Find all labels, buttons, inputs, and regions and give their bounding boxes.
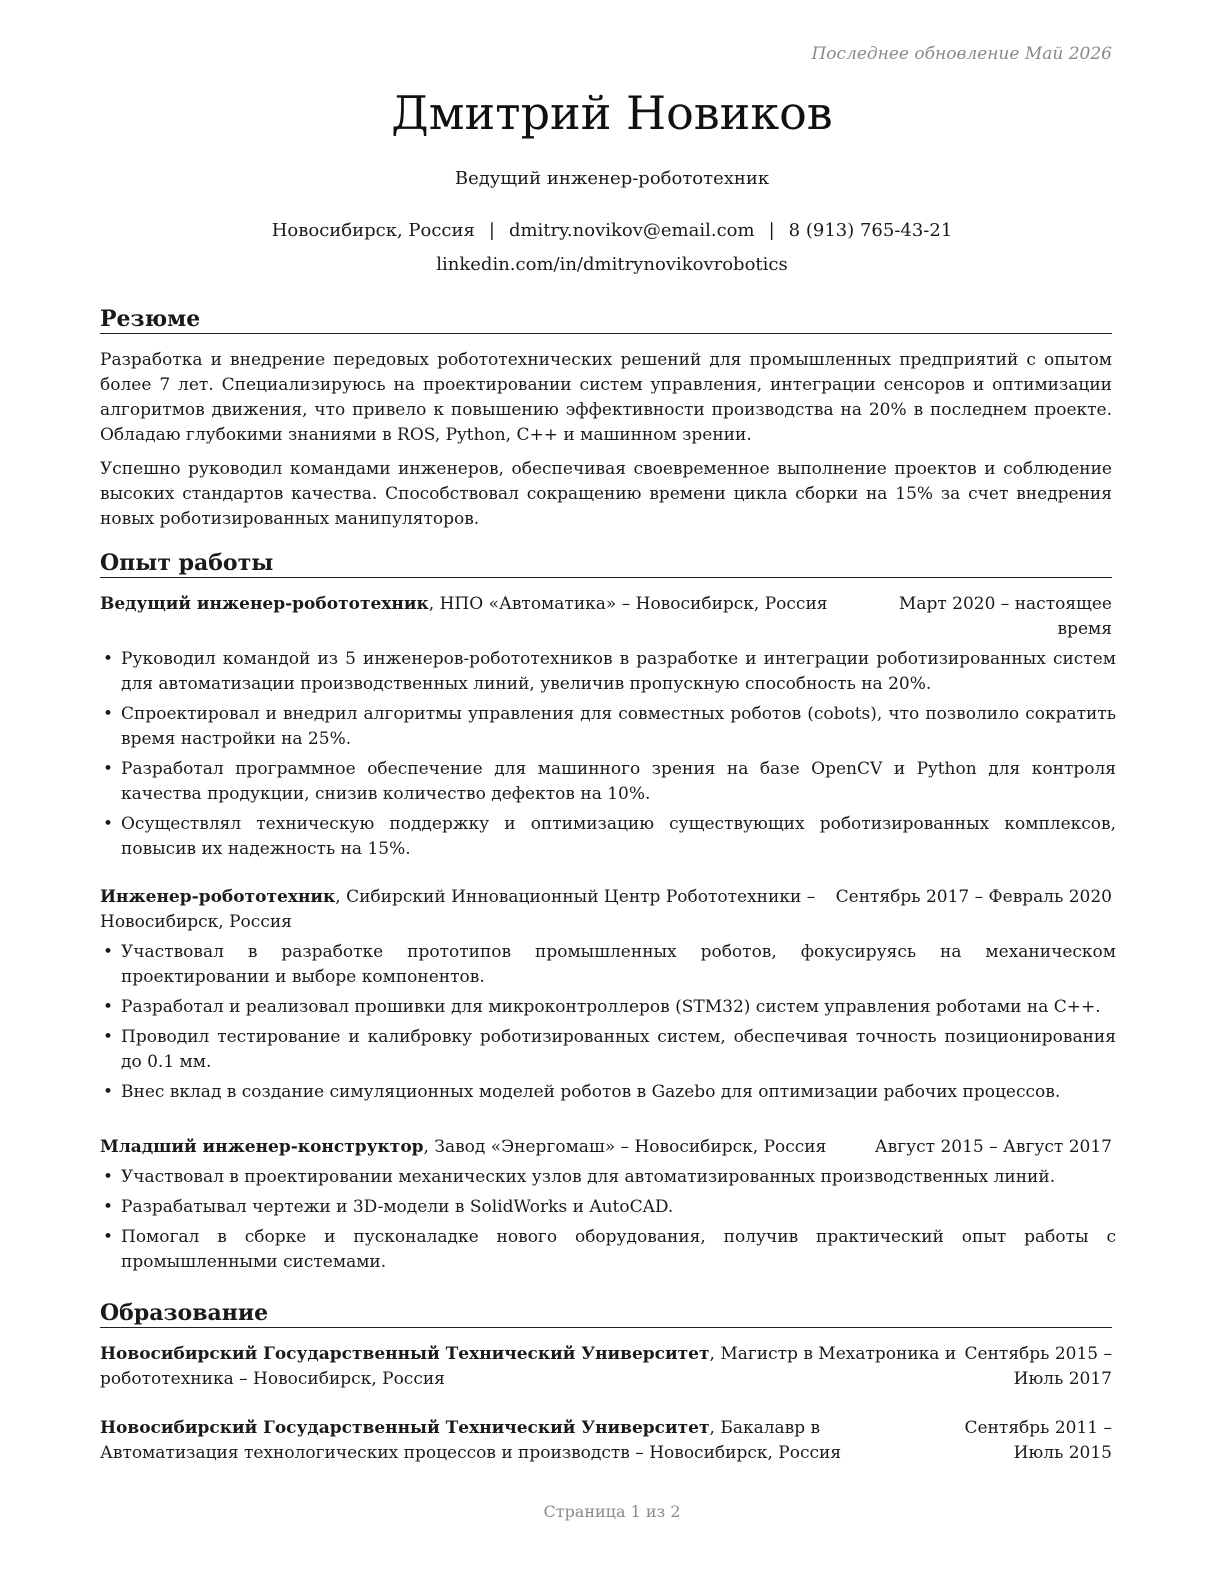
linkedin-link[interactable]: linkedin.com/in/dmitrynovikovrobotics: [436, 254, 788, 275]
last-updated: Последнее обновление Май 2026: [811, 44, 1112, 64]
job-company: , Завод «Энергомаш» – Новосибирск, Россия: [423, 1137, 827, 1157]
list-item: • Спроектировал и внедрил алгоритмы управления для совместных роботов (cobots), что позволило сократить время настройки на 25%.: [103, 704, 1116, 749]
school-name: Новосибирский Государственный Технический Университет: [100, 1344, 710, 1364]
list-item: • Разработал программное обеспечение для машинного зрения на базе OpenCV и Python для контроля качества продукции, снизив количество дефектов на 10%.: [103, 759, 1116, 804]
job-bullets: [100, 647, 1116, 867]
job-title: Ведущий инженер-робототехник: [454, 168, 770, 189]
list-item: • Участвовал в разработке прототипов промышленных роботов, фокусируясь на механическом проектировании и выборе компонентов.: [103, 942, 1116, 987]
job-position: Ведущий инженер-робототехник: [100, 594, 429, 614]
section-title-summary: Резюме: [100, 305, 1112, 334]
job-company: , НПО «Автоматика» – Новосибирск, Россия: [428, 594, 828, 614]
job-dates: Август 2015 – Август 2017: [874, 1137, 1112, 1157]
separator: |: [768, 220, 775, 241]
list-item: • Разрабатывал чертежи и 3D-модели в SolidWorks и AutoCAD.: [103, 1197, 674, 1217]
list-item: • Внес вклад в создание симуляционных моделей роботов в Gazebo для оптимизации рабочих процессов.: [103, 1082, 1061, 1102]
summary-paragraph: Разработка и внедрение передовых робототехнических решений для промышленных предприятий с опытом более 7 лет. Специализируюсь на проектировании систем управления, интеграции сенсоров и оптимизации алгоритмов движения, что привело к повышению эффективности производства на 20% в последнем проекте. Обладаю глубокими знаниями в ROS, Python, C++ и машинном зрении.: [100, 350, 1112, 445]
section-title-education: Образование: [100, 1299, 1112, 1328]
list-item: • Участвовал в проектировании механических узлов для автоматизированных производственных линий.: [103, 1167, 1056, 1187]
page-number: Страница 1 из 2: [543, 1502, 681, 1521]
degree: , Бакалавр в Автоматизация технологических процессов и производств – Новосибирск, Россия: [100, 1418, 842, 1463]
separator: |: [488, 220, 495, 241]
section-title-experience: Опыт работы: [100, 549, 1112, 578]
education-dates: Сентябрь 2011 – Июль 2015: [964, 1418, 1112, 1463]
contact-line: [0, 220, 1224, 241]
summary-paragraph: Успешно руководил командами инженеров, обеспечивая своевременное выполнение проектов и соблюдение высоких стандартов качества. Способствовал сокращению времени цикла сборки на 15% за счет внедрения новых роботизированных манипуляторов.: [100, 459, 1112, 529]
school-name: Новосибирский Государственный Технический Университет: [100, 1418, 710, 1438]
job-bullets: [100, 1165, 1116, 1280]
list-item: • Осуществлял техническую поддержку и оптимизацию существующих роботизированных комплексов, повысив их надежность на 15%.: [103, 814, 1116, 859]
list-item: • Руководил командой из 5 инженеров-робототехников в разработке и интеграции роботизированных систем для автоматизации производственных линий, увеличив пропускную способность на 20%.: [103, 649, 1116, 694]
job-company: , Сибирский Инновационный Центр Робототехники – Новосибирск, Россия: [100, 887, 816, 932]
job-position: Младший инженер-конструктор: [100, 1137, 424, 1157]
list-item: • Разработал и реализовал прошивки для микроконтроллеров (STM32) систем управления роботами на C++.: [103, 997, 1101, 1017]
job-dates: Март 2020 – настоящее время: [898, 594, 1112, 639]
education-dates: Сентябрь 2015 – Июль 2017: [964, 1344, 1112, 1389]
degree: , Магистр в Мехатроника и робототехника – Новосибирск, Россия: [100, 1344, 957, 1389]
location: Новосибирск, Россия: [271, 220, 475, 241]
person-name: Дмитрий Новиков: [391, 86, 833, 140]
email-link[interactable]: dmitry.novikov@email.com: [508, 220, 755, 241]
job-bullets: [100, 940, 1116, 1110]
job-position: Инженер-робототехник: [100, 887, 336, 907]
phone: 8 (913) 765-43-21: [788, 220, 953, 241]
list-item: • Помогал в сборке и пусконаладке нового оборудования, получив практический опыт работы с промышленными системами.: [103, 1227, 1116, 1272]
list-item: • Проводил тестирование и калибровку роботизированных систем, обеспечивая точность позиционирования до 0.1 мм.: [103, 1027, 1116, 1072]
job-dates: Сентябрь 2017 – Февраль 2020: [835, 887, 1112, 907]
